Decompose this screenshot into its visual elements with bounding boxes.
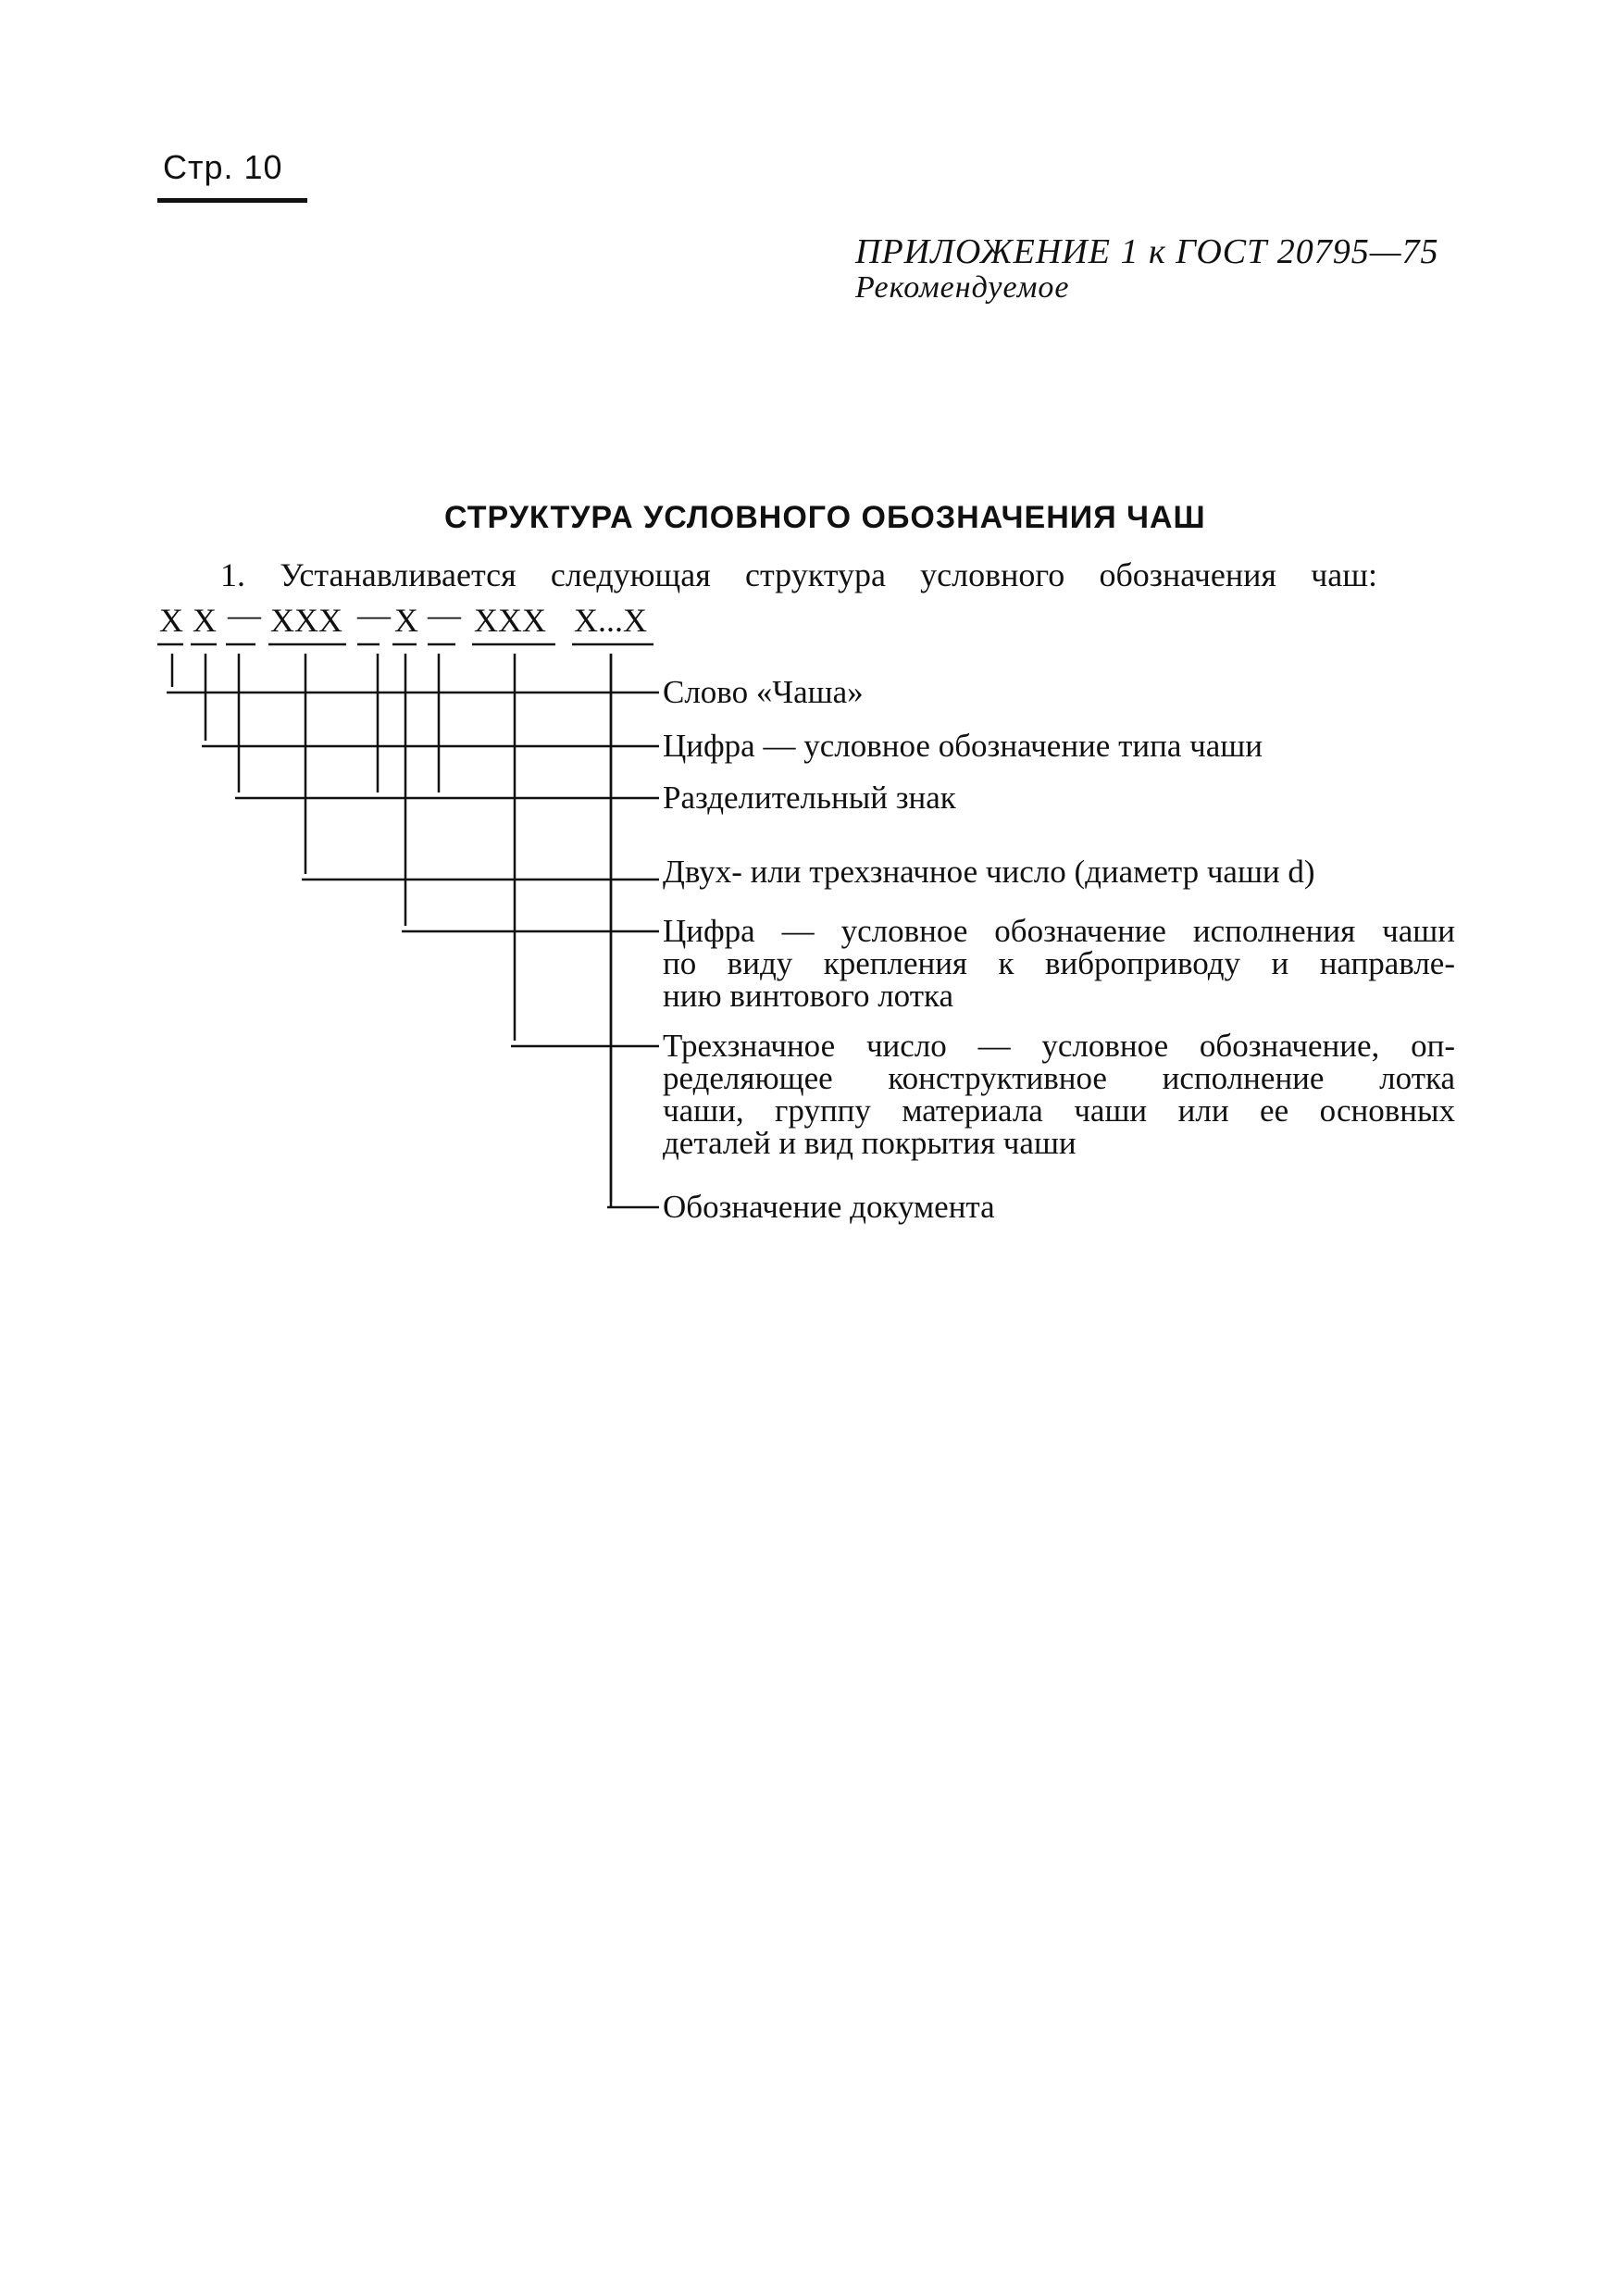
designation-group: XXX: [474, 602, 546, 639]
page-number: Стр. 10: [163, 148, 283, 186]
field-description-line: по виду крепления к виброприводу и направле-: [663, 945, 1455, 981]
field-description-line: Трехзначное число — условное обозначение, оп-: [663, 1028, 1455, 1064]
designation-group: —: [357, 596, 391, 633]
intro-paragraph: 1. Устанавливается следующая структура условного обозначения чаш:: [220, 556, 1377, 593]
appendix-status: Рекомендуемое: [855, 270, 1070, 305]
connector-lines: [167, 654, 659, 1207]
field-description-line: Цифра — условное обозначение типа чаши: [663, 728, 1263, 764]
field-description-line: Двух- или трехзначное число (диаметр чаши d): [663, 854, 1315, 890]
field-description-line: Слово «Чаша»: [663, 674, 864, 710]
designation-group: X: [159, 602, 183, 639]
field-description-design: [663, 1029, 1455, 1159]
designation-group: —: [228, 596, 261, 633]
document-heading: СТРУКТУРА УСЛОВНОГО ОБОЗНАЧЕНИЯ ЧАШ: [444, 500, 1206, 535]
designation-group: X: [394, 602, 418, 639]
field-description-word: [663, 676, 1455, 708]
field-description-line: нию винтового лотка: [663, 978, 954, 1014]
field-description-mounting: [663, 915, 1455, 1012]
field-description-line: Разделительный знак: [663, 780, 956, 816]
field-description-separator: [663, 781, 1455, 814]
field-description-line: Цифра — условное обозначение исполнения чаши: [663, 913, 1455, 949]
field-description-line: Обозначение документа: [663, 1189, 995, 1225]
designation-groups: [159, 596, 647, 639]
designation-group: X...X: [574, 602, 647, 639]
appendix-title: ПРИЛОЖЕНИЕ 1 к ГОСТ 20795—75: [855, 232, 1439, 271]
field-description-type: [663, 730, 1455, 762]
field-description-document: [663, 1191, 1455, 1223]
designation-group: —: [428, 596, 461, 633]
designation-group: XXX: [270, 602, 342, 639]
field-description-line: чаши, группу материала чаши или ее основных: [663, 1092, 1455, 1129]
field-description-line: ределяющее конструктивное исполнение лотка: [663, 1060, 1455, 1096]
field-description-line: деталей и вид покрытия чаши: [663, 1125, 1077, 1161]
field-description-diameter: [663, 855, 1455, 888]
designation-group: X: [193, 602, 217, 639]
